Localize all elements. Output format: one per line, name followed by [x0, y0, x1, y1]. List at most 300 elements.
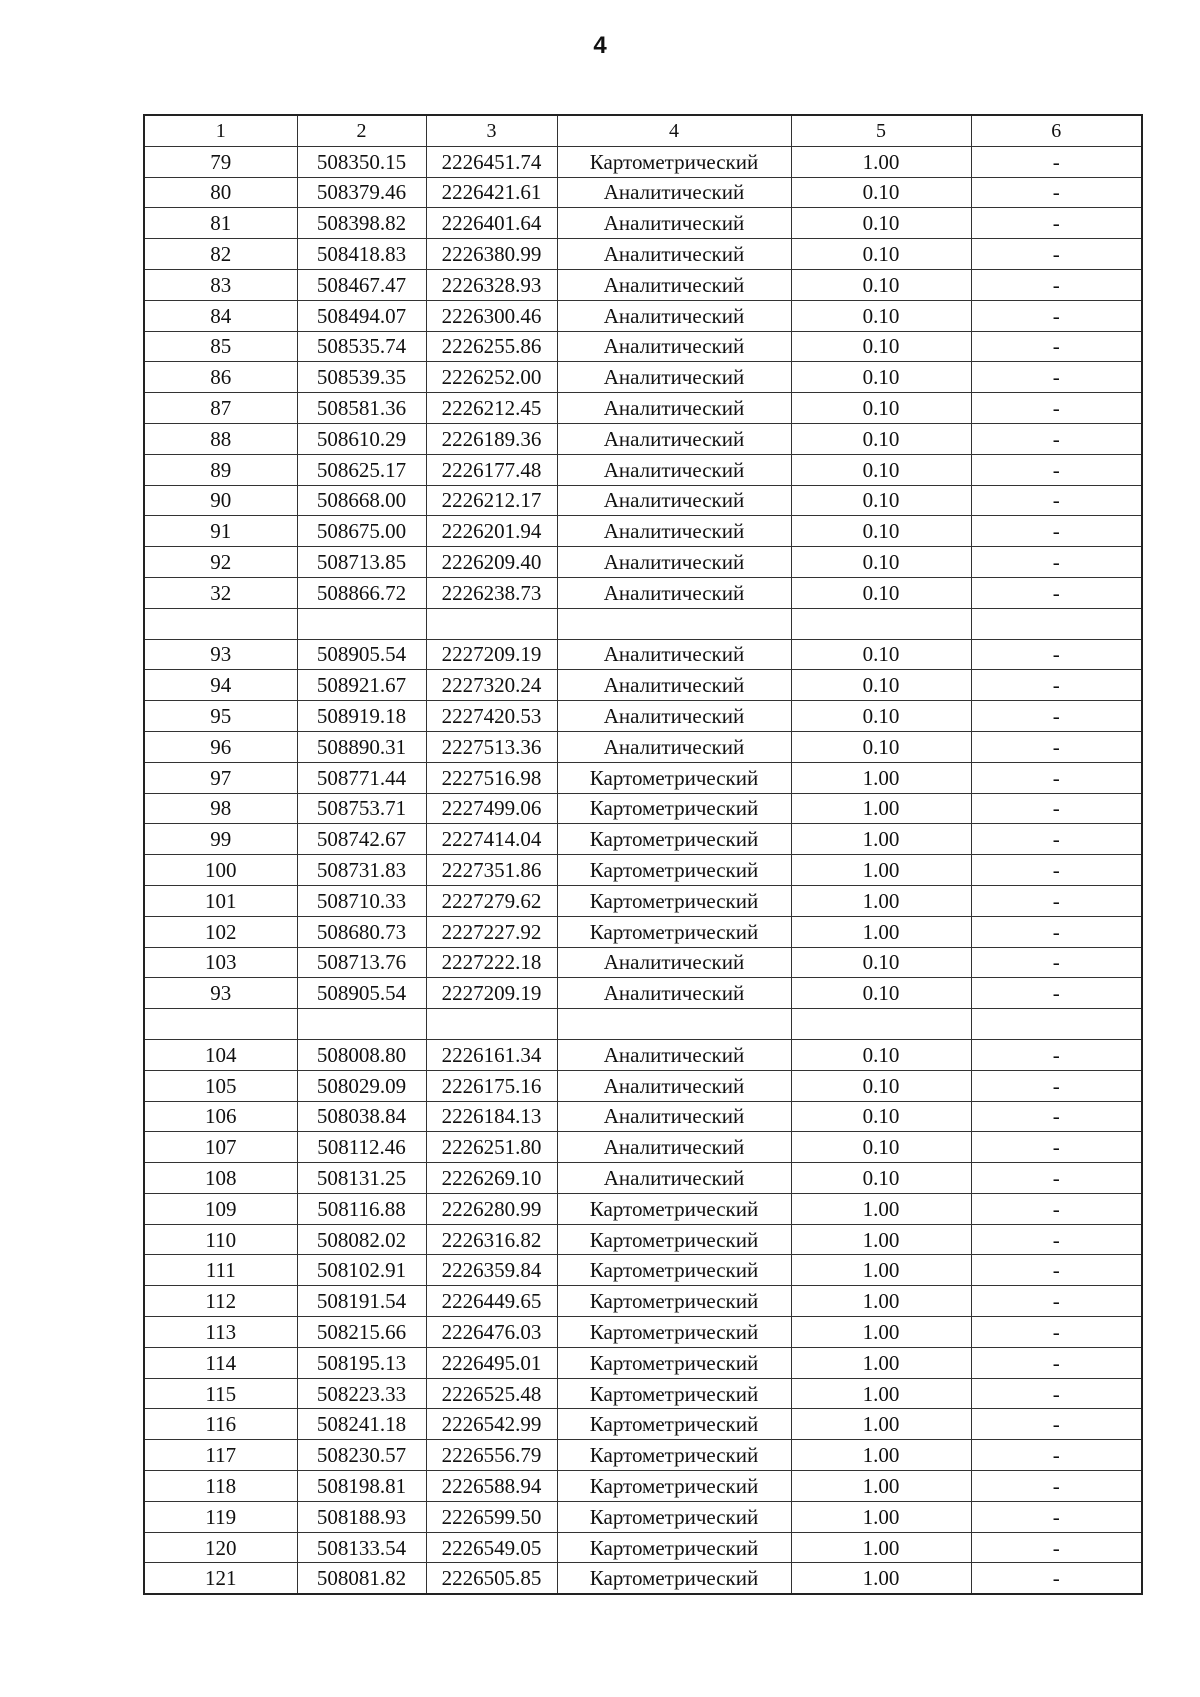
y-coordinate-cell: 2226316.82 [426, 1224, 557, 1255]
x-coordinate-cell: 508223.33 [297, 1378, 426, 1409]
point-number-cell: 79 [144, 146, 297, 177]
x-coordinate-cell: 508581.36 [297, 393, 426, 424]
note-cell: - [971, 1070, 1142, 1101]
point-number-cell: 109 [144, 1193, 297, 1224]
table-row [144, 1163, 1142, 1194]
x-coordinate-cell: 508675.00 [297, 516, 426, 547]
note-cell: - [971, 1409, 1142, 1440]
accuracy-cell: 0.10 [791, 1163, 971, 1194]
point-number-cell: 105 [144, 1070, 297, 1101]
accuracy-cell: 1.00 [791, 1501, 971, 1532]
x-coordinate-cell: 508008.80 [297, 1039, 426, 1070]
method-cell: Аналитический [557, 1163, 791, 1194]
table-row [144, 454, 1142, 485]
note-cell: - [971, 1471, 1142, 1502]
y-coordinate-cell: 2226599.50 [426, 1501, 557, 1532]
note-cell: - [971, 1132, 1142, 1163]
note-cell: - [971, 1440, 1142, 1471]
x-coordinate-cell: 508713.76 [297, 947, 426, 978]
x-coordinate-cell: 508102.91 [297, 1255, 426, 1286]
table-row [144, 485, 1142, 516]
accuracy-cell: 0.10 [791, 300, 971, 331]
table-row [144, 1471, 1142, 1502]
x-coordinate-cell: 508191.54 [297, 1286, 426, 1317]
point-number-cell: 90 [144, 485, 297, 516]
header-cell: 3 [426, 115, 557, 146]
accuracy-cell: 0.10 [791, 978, 971, 1009]
point-number-cell: 107 [144, 1132, 297, 1163]
x-coordinate-cell: 508866.72 [297, 577, 426, 608]
note-cell: - [971, 239, 1142, 270]
note-cell: - [971, 1255, 1142, 1286]
y-coordinate-cell: 2226212.17 [426, 485, 557, 516]
y-coordinate-cell: 2226238.73 [426, 577, 557, 608]
accuracy-cell [791, 608, 971, 639]
note-cell: - [971, 885, 1142, 916]
accuracy-cell: 1.00 [791, 824, 971, 855]
y-coordinate-cell: 2226401.64 [426, 208, 557, 239]
y-coordinate-cell: 2226525.48 [426, 1378, 557, 1409]
table-row [144, 208, 1142, 239]
note-cell: - [971, 177, 1142, 208]
accuracy-cell: 1.00 [791, 762, 971, 793]
table-row [144, 516, 1142, 547]
table-row [144, 547, 1142, 578]
method-cell: Аналитический [557, 393, 791, 424]
accuracy-cell: 1.00 [791, 1193, 971, 1224]
accuracy-cell: 1.00 [791, 1224, 971, 1255]
note-cell: - [971, 146, 1142, 177]
coordinates-table [143, 114, 1143, 1595]
note-cell: - [971, 300, 1142, 331]
note-cell: - [971, 1347, 1142, 1378]
accuracy-cell: 0.10 [791, 731, 971, 762]
y-coordinate-cell: 2226300.46 [426, 300, 557, 331]
y-coordinate-cell: 2226359.84 [426, 1255, 557, 1286]
table-row [144, 1255, 1142, 1286]
note-cell: - [971, 793, 1142, 824]
x-coordinate-cell: 508535.74 [297, 331, 426, 362]
point-number-cell: 83 [144, 269, 297, 300]
x-coordinate-cell: 508379.46 [297, 177, 426, 208]
table-row [144, 1409, 1142, 1440]
table-row [144, 1286, 1142, 1317]
method-cell: Аналитический [557, 239, 791, 270]
method-cell: Аналитический [557, 670, 791, 701]
table-row [144, 1070, 1142, 1101]
x-coordinate-cell: 508905.54 [297, 978, 426, 1009]
point-number-cell: 104 [144, 1039, 297, 1070]
method-cell: Картометрический [557, 1378, 791, 1409]
y-coordinate-cell: 2226328.93 [426, 269, 557, 300]
method-cell: Аналитический [557, 639, 791, 670]
note-cell: - [971, 1163, 1142, 1194]
accuracy-cell: 0.10 [791, 1039, 971, 1070]
method-cell: Картометрический [557, 1563, 791, 1594]
table-row [144, 670, 1142, 701]
table-row [144, 577, 1142, 608]
method-cell: Аналитический [557, 269, 791, 300]
point-number-cell: 95 [144, 701, 297, 732]
method-cell: Аналитический [557, 300, 791, 331]
point-number-cell: 82 [144, 239, 297, 270]
table-row [144, 269, 1142, 300]
y-coordinate-cell: 2226280.99 [426, 1193, 557, 1224]
point-number-cell: 112 [144, 1286, 297, 1317]
x-coordinate-cell: 508398.82 [297, 208, 426, 239]
x-coordinate-cell: 508198.81 [297, 1471, 426, 1502]
accuracy-cell: 1.00 [791, 855, 971, 886]
note-cell: - [971, 670, 1142, 701]
y-coordinate-cell: 2226542.99 [426, 1409, 557, 1440]
x-coordinate-cell: 508753.71 [297, 793, 426, 824]
x-coordinate-cell: 508188.93 [297, 1501, 426, 1532]
accuracy-cell: 0.10 [791, 177, 971, 208]
note-cell: - [971, 1317, 1142, 1348]
y-coordinate-cell: 2226505.85 [426, 1563, 557, 1594]
table-row [144, 393, 1142, 424]
method-cell: Аналитический [557, 577, 791, 608]
method-cell: Картометрический [557, 1532, 791, 1563]
x-coordinate-cell: 508905.54 [297, 639, 426, 670]
table-row [144, 885, 1142, 916]
point-number-cell: 80 [144, 177, 297, 208]
point-number-cell: 103 [144, 947, 297, 978]
y-coordinate-cell: 2226449.65 [426, 1286, 557, 1317]
y-coordinate-cell: 2226421.61 [426, 177, 557, 208]
y-coordinate-cell [426, 608, 557, 639]
method-cell: Аналитический [557, 516, 791, 547]
accuracy-cell: 1.00 [791, 793, 971, 824]
point-number-cell: 110 [144, 1224, 297, 1255]
y-coordinate-cell: 2227513.36 [426, 731, 557, 762]
y-coordinate-cell: 2226588.94 [426, 1471, 557, 1502]
x-coordinate-cell: 508082.02 [297, 1224, 426, 1255]
point-number-cell: 111 [144, 1255, 297, 1286]
point-number-cell: 121 [144, 1563, 297, 1594]
table-row [144, 608, 1142, 639]
table-row [144, 1317, 1142, 1348]
table-row [144, 177, 1142, 208]
x-coordinate-cell: 508539.35 [297, 362, 426, 393]
point-number-cell: 86 [144, 362, 297, 393]
note-cell: - [971, 331, 1142, 362]
x-coordinate-cell: 508215.66 [297, 1317, 426, 1348]
method-cell: Картометрический [557, 1193, 791, 1224]
note-cell: - [971, 1039, 1142, 1070]
table-row [144, 1440, 1142, 1471]
point-number-cell [144, 1009, 297, 1040]
method-cell [557, 608, 791, 639]
note-cell: - [971, 393, 1142, 424]
y-coordinate-cell: 2227209.19 [426, 978, 557, 1009]
note-cell: - [971, 639, 1142, 670]
x-coordinate-cell: 508029.09 [297, 1070, 426, 1101]
accuracy-cell: 1.00 [791, 146, 971, 177]
point-number-cell: 115 [144, 1378, 297, 1409]
point-number-cell: 81 [144, 208, 297, 239]
point-number-cell [144, 608, 297, 639]
point-number-cell: 96 [144, 731, 297, 762]
y-coordinate-cell: 2227499.06 [426, 793, 557, 824]
point-number-cell: 92 [144, 547, 297, 578]
y-coordinate-cell: 2226175.16 [426, 1070, 557, 1101]
method-cell: Аналитический [557, 331, 791, 362]
table-row [144, 701, 1142, 732]
accuracy-cell: 0.10 [791, 670, 971, 701]
method-cell: Картометрический [557, 1255, 791, 1286]
method-cell: Аналитический [557, 731, 791, 762]
table-row [144, 1101, 1142, 1132]
point-number-cell: 32 [144, 577, 297, 608]
y-coordinate-cell: 2226451.74 [426, 146, 557, 177]
x-coordinate-cell: 508921.67 [297, 670, 426, 701]
point-number-cell: 84 [144, 300, 297, 331]
accuracy-cell: 0.10 [791, 1101, 971, 1132]
accuracy-cell: 0.10 [791, 269, 971, 300]
accuracy-cell: 0.10 [791, 639, 971, 670]
accuracy-cell: 1.00 [791, 1471, 971, 1502]
accuracy-cell: 1.00 [791, 1378, 971, 1409]
x-coordinate-cell: 508494.07 [297, 300, 426, 331]
table-row [144, 855, 1142, 886]
method-cell: Аналитический [557, 1039, 791, 1070]
y-coordinate-cell: 2226161.34 [426, 1039, 557, 1070]
table-row [144, 1378, 1142, 1409]
accuracy-cell: 1.00 [791, 885, 971, 916]
y-coordinate-cell: 2227320.24 [426, 670, 557, 701]
table-row [144, 331, 1142, 362]
note-cell [971, 1009, 1142, 1040]
table-row [144, 1224, 1142, 1255]
method-cell: Картометрический [557, 793, 791, 824]
table-row [144, 762, 1142, 793]
note-cell: - [971, 423, 1142, 454]
x-coordinate-cell: 508116.88 [297, 1193, 426, 1224]
y-coordinate-cell: 2227222.18 [426, 947, 557, 978]
point-number-cell: 98 [144, 793, 297, 824]
method-cell: Картометрический [557, 1409, 791, 1440]
accuracy-cell: 0.10 [791, 577, 971, 608]
note-cell: - [971, 916, 1142, 947]
note-cell: - [971, 577, 1142, 608]
accuracy-cell [791, 1009, 971, 1040]
method-cell: Картометрический [557, 146, 791, 177]
method-cell: Картометрический [557, 1501, 791, 1532]
y-coordinate-cell: 2226252.00 [426, 362, 557, 393]
y-coordinate-cell: 2226380.99 [426, 239, 557, 270]
note-cell: - [971, 362, 1142, 393]
y-coordinate-cell: 2226269.10 [426, 1163, 557, 1194]
y-coordinate-cell: 2226495.01 [426, 1347, 557, 1378]
y-coordinate-cell: 2227414.04 [426, 824, 557, 855]
point-number-cell: 102 [144, 916, 297, 947]
note-cell: - [971, 855, 1142, 886]
point-number-cell: 117 [144, 1440, 297, 1471]
x-coordinate-cell: 508241.18 [297, 1409, 426, 1440]
method-cell [557, 1009, 791, 1040]
point-number-cell: 94 [144, 670, 297, 701]
y-coordinate-cell: 2226189.36 [426, 423, 557, 454]
x-coordinate-cell: 508919.18 [297, 701, 426, 732]
note-cell: - [971, 454, 1142, 485]
x-coordinate-cell: 508713.85 [297, 547, 426, 578]
accuracy-cell: 0.10 [791, 239, 971, 270]
note-cell: - [971, 1532, 1142, 1563]
x-coordinate-cell: 508195.13 [297, 1347, 426, 1378]
method-cell: Аналитический [557, 177, 791, 208]
x-coordinate-cell: 508668.00 [297, 485, 426, 516]
table-row [144, 362, 1142, 393]
method-cell: Картометрический [557, 1471, 791, 1502]
method-cell: Аналитический [557, 454, 791, 485]
method-cell: Аналитический [557, 701, 791, 732]
x-coordinate-cell: 508625.17 [297, 454, 426, 485]
table-row [144, 423, 1142, 454]
y-coordinate-cell [426, 1009, 557, 1040]
accuracy-cell: 0.10 [791, 1070, 971, 1101]
method-cell: Картометрический [557, 1347, 791, 1378]
x-coordinate-cell: 508350.15 [297, 146, 426, 177]
point-number-cell: 91 [144, 516, 297, 547]
y-coordinate-cell: 2227420.53 [426, 701, 557, 732]
accuracy-cell: 0.10 [791, 947, 971, 978]
x-coordinate-cell: 508230.57 [297, 1440, 426, 1471]
note-cell: - [971, 269, 1142, 300]
x-coordinate-cell: 508890.31 [297, 731, 426, 762]
note-cell: - [971, 1193, 1142, 1224]
y-coordinate-cell: 2226209.40 [426, 547, 557, 578]
x-coordinate-cell: 508771.44 [297, 762, 426, 793]
point-number-cell: 97 [144, 762, 297, 793]
table-row [144, 731, 1142, 762]
accuracy-cell: 0.10 [791, 331, 971, 362]
accuracy-cell: 0.10 [791, 393, 971, 424]
method-cell: Картометрический [557, 885, 791, 916]
method-cell: Картометрический [557, 1286, 791, 1317]
accuracy-cell: 1.00 [791, 916, 971, 947]
method-cell: Аналитический [557, 978, 791, 1009]
accuracy-cell: 1.00 [791, 1317, 971, 1348]
accuracy-cell: 0.10 [791, 547, 971, 578]
table-row [144, 1009, 1142, 1040]
method-cell: Аналитический [557, 485, 791, 516]
table-row [144, 947, 1142, 978]
method-cell: Картометрический [557, 1317, 791, 1348]
x-coordinate-cell: 508112.46 [297, 1132, 426, 1163]
x-coordinate-cell: 508680.73 [297, 916, 426, 947]
note-cell: - [971, 1101, 1142, 1132]
y-coordinate-cell: 2227516.98 [426, 762, 557, 793]
y-coordinate-cell: 2227351.86 [426, 855, 557, 886]
method-cell: Аналитический [557, 423, 791, 454]
table-body [144, 115, 1142, 1594]
y-coordinate-cell: 2226549.05 [426, 1532, 557, 1563]
x-coordinate-cell: 508081.82 [297, 1563, 426, 1594]
x-coordinate-cell: 508710.33 [297, 885, 426, 916]
point-number-cell: 87 [144, 393, 297, 424]
x-coordinate-cell [297, 1009, 426, 1040]
accuracy-cell: 0.10 [791, 208, 971, 239]
accuracy-cell: 1.00 [791, 1347, 971, 1378]
table-row [144, 146, 1142, 177]
point-number-cell: 120 [144, 1532, 297, 1563]
accuracy-cell: 0.10 [791, 454, 971, 485]
method-cell: Картометрический [557, 1224, 791, 1255]
table-row [144, 639, 1142, 670]
accuracy-cell: 1.00 [791, 1563, 971, 1594]
method-cell: Картометрический [557, 1440, 791, 1471]
x-coordinate-cell: 508038.84 [297, 1101, 426, 1132]
note-cell: - [971, 1501, 1142, 1532]
header-cell: 5 [791, 115, 971, 146]
accuracy-cell: 1.00 [791, 1286, 971, 1317]
page-number: 4 [593, 32, 607, 59]
y-coordinate-cell: 2226201.94 [426, 516, 557, 547]
note-cell [971, 608, 1142, 639]
table-row [144, 1347, 1142, 1378]
y-coordinate-cell: 2226476.03 [426, 1317, 557, 1348]
y-coordinate-cell: 2227279.62 [426, 885, 557, 916]
accuracy-cell: 1.00 [791, 1532, 971, 1563]
table-header-row [144, 115, 1142, 146]
note-cell: - [971, 762, 1142, 793]
y-coordinate-cell: 2227209.19 [426, 639, 557, 670]
accuracy-cell: 0.10 [791, 423, 971, 454]
accuracy-cell: 1.00 [791, 1255, 971, 1286]
accuracy-cell: 0.10 [791, 1132, 971, 1163]
point-number-cell: 93 [144, 978, 297, 1009]
accuracy-cell: 0.10 [791, 701, 971, 732]
note-cell: - [971, 731, 1142, 762]
note-cell: - [971, 947, 1142, 978]
note-cell: - [971, 1286, 1142, 1317]
x-coordinate-cell: 508418.83 [297, 239, 426, 270]
table-row [144, 1132, 1142, 1163]
method-cell: Картометрический [557, 916, 791, 947]
x-coordinate-cell: 508731.83 [297, 855, 426, 886]
point-number-cell: 106 [144, 1101, 297, 1132]
point-number-cell: 93 [144, 639, 297, 670]
y-coordinate-cell: 2226255.86 [426, 331, 557, 362]
table-row [144, 300, 1142, 331]
note-cell: - [971, 208, 1142, 239]
x-coordinate-cell [297, 608, 426, 639]
note-cell: - [971, 978, 1142, 1009]
point-number-cell: 108 [144, 1163, 297, 1194]
accuracy-cell: 1.00 [791, 1440, 971, 1471]
note-cell: - [971, 824, 1142, 855]
method-cell: Аналитический [557, 1070, 791, 1101]
point-number-cell: 119 [144, 1501, 297, 1532]
method-cell: Картометрический [557, 855, 791, 886]
point-number-cell: 116 [144, 1409, 297, 1440]
header-cell: 6 [971, 115, 1142, 146]
point-number-cell: 88 [144, 423, 297, 454]
note-cell: - [971, 547, 1142, 578]
accuracy-cell: 1.00 [791, 1409, 971, 1440]
y-coordinate-cell: 2226177.48 [426, 454, 557, 485]
x-coordinate-cell: 508742.67 [297, 824, 426, 855]
note-cell: - [971, 485, 1142, 516]
note-cell: - [971, 1224, 1142, 1255]
table-row [144, 1501, 1142, 1532]
note-cell: - [971, 1563, 1142, 1594]
point-number-cell: 85 [144, 331, 297, 362]
note-cell: - [971, 516, 1142, 547]
table-row [144, 1563, 1142, 1594]
accuracy-cell: 0.10 [791, 485, 971, 516]
